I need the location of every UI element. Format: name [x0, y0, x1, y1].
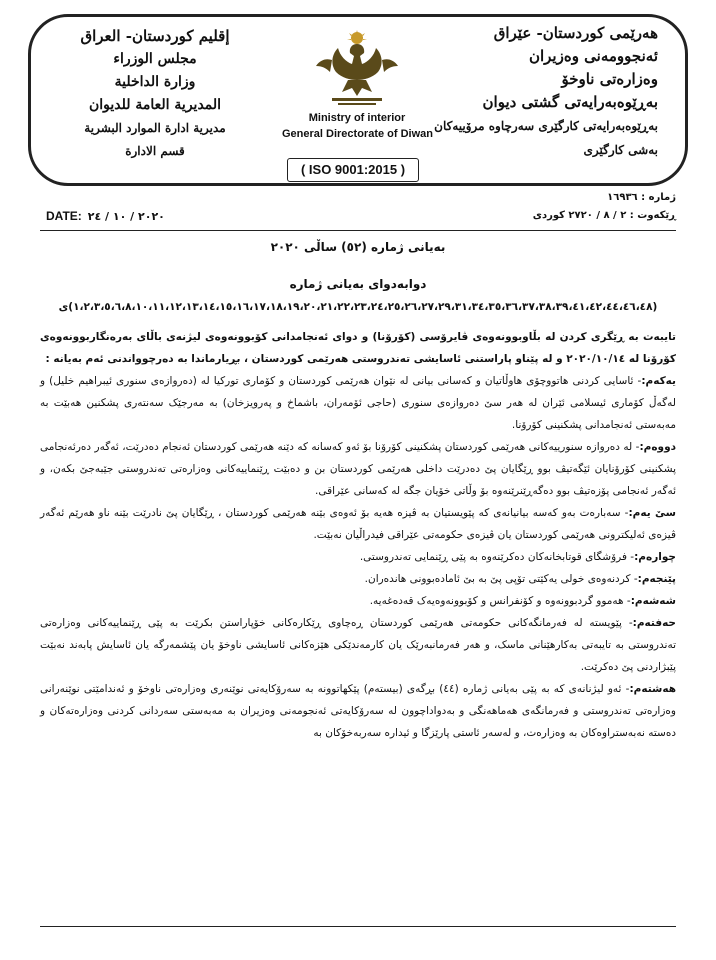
item-text: - سەبارەت بەو کەسە بیانیانەی کە پێویستیان بە ڤیزە هەیە بۆ ئەوەی بێنە هەرێمی کوردستان ، ڕێگایان پێ نادرێت بێنە ناو هەرێم ئەگەر ڤیزەی ئەلیکترونی هەرێمی کوردستان یان ڤیزەی حکومەتی عێراقی فیدراڵیان نەبێت. — [40, 507, 676, 541]
item-label: یەکەم: — [641, 375, 676, 387]
number-value: ١٦٩٣٦ — [607, 192, 638, 203]
item-label: دووەم: — [639, 441, 676, 453]
item-text: - ئاسایی کردنی هاتووچۆی هاوڵاتیان و کەسانی بیانی لە نێوان هەرێمی کوردستان و کۆماری تورکیا لە (دەروازەی سنوری ئیبراهیم خلیل) و لەگەڵ کۆماری ئیسلامی ئێران لە هەر سێ دەروازەی سنوری (حاجی ئۆمەران، باشماخ و پەرویزخان) بە مەرجێک سەنتەری پشکنین هەبێت بە مەبەستی ئەنجامدانی پشکنینی کۆرۆنا. — [40, 375, 676, 431]
item-label: چوارەم: — [634, 551, 676, 563]
kurdish-council-line: ئەنجوومەنی وەزیران — [528, 47, 658, 65]
referenced-statement-numbers: (١،٢،٣،٥،٦،٨،١٠،١١،١٢،١٣،١٤،١٥،١٦،١٧،١٨،١٩،٢٠،٢١،٢٢،٢٣،٢٤،٢٥،٢٦،٢٧،٢٩،٣١،٣٤،٣٥،٣٦،٣٧،٣٨،٣٩،٤١،٤٢،٤٤،٤٦،٤٨)ی — [58, 301, 658, 313]
kurdish-region-line: هەرێمی کوردستان- عێراق — [493, 24, 658, 42]
iso-badge: ( ISO 9001:2015 ) — [287, 158, 419, 182]
english-ministry-line: Ministry of interior — [308, 112, 406, 124]
kurdistan-eagle-emblem-icon — [302, 30, 412, 110]
statement-body — [40, 326, 676, 744]
date-value: ٢ / ٨ / ٢٧٢٠ کوردی — [532, 210, 627, 221]
item-4 — [40, 546, 676, 568]
letterhead-center — [282, 30, 432, 142]
item-text: - پێویستە لە فەرمانگەکانی حکومەتی هەرێمی کوردستان ڕەچاوی ڕێکارەکانی خۆپاراستن بکرێت بە پێی ڕێنماییەکانی وەزارەتی تەندروستی بە تایبەتی بەکارهێنانی ماسک، و هەر فەرمانبەرێک یان کارمەندێکی هێزەکانی ئاسایشی ناوخۆ یان پێشمەرگە یان ئاسایش پابەند نەبێت پێبژاردنی پێ دەکرێت. — [40, 617, 676, 673]
arabic-department-line: قسم الادارة — [125, 144, 185, 158]
arabic-council-line: مجلس الوزراء — [113, 51, 197, 67]
item-text: - هەموو گردبوونەوە و کۆنفرانس و کۆبوونەوەیەک قەدەغەیە. — [369, 595, 631, 607]
date-en-label: DATE: — [46, 209, 82, 223]
letterhead-arabic — [70, 24, 240, 163]
document-number — [607, 192, 676, 203]
item-2 — [40, 436, 676, 502]
english-directorate-line: General Directorate of Diwan — [282, 128, 433, 140]
item-7 — [40, 612, 676, 678]
footer-divider — [40, 926, 676, 927]
number-label: ژمارە : — [641, 192, 676, 203]
item-text: - فرۆشگای قوتابخانەکان دەکرێنەوە بە پێی ڕێنمایی تەندروستی. — [359, 551, 635, 563]
arabic-hr-line: مديرية ادارة الموارد البشرية — [84, 121, 226, 135]
item-text: - لە دەروازە سنورییەکانی هەرێمی کوردستان پشکنینی کۆرۆنا بۆ ئەو کەسانە کە دێنە هەرێمی کوردستان ئەنجام دەدرێت، ئەگەر دەرئەنجامی پشکنینی کۆرۆنایان ئێگەتیڤ بوو ڕێگایان پێ دەدرێت داخلی هەرێمی کوردستان بن و دەبێت ڕێنماییەکانی وەزارەتی تەندروستی جێبەجێ بکەن، و ئەگەر ئەنجامی پۆزەتیڤ بوو دەگەڕێنرێنەوە بۆ وڵاتی خۆیان جگە لە کەسانی عێراقی. — [40, 441, 676, 497]
item-text: - ئەو لیژنانەی کە بە پێی بەیانی ژمارە (٤٤) بڕگەی (بیستەم) پێکهاتوونە بە سەرۆکایەتی نوێنەری وەزارەتی ناوخۆ و ئەندامێتی نوێنەرانی وەزارەتی تەندروستی و فەرمانگەی هەماهەنگی و بەدواداچوون لە سەرۆکایەتی ئەنجومەنی وەزیران بە مەبەستی سەردانی کردنی وەزارەتەکان و دەستە نەبەستراوەکان بە وەزارەت، و لەسەر ئاستی پارێزگا و ئیدارە سەربەخۆکان بە — [40, 683, 676, 739]
date-label: ڕێکەوت : — [629, 210, 676, 221]
arabic-directorate-line: المديرية العامة للديوان — [88, 97, 222, 113]
item-text: - کردنەوەی خولی یەکێتی تۆپی پێ بە بێ ئامادەبوونی هاندەران. — [364, 573, 638, 585]
item-label: هەشتەم: — [629, 683, 676, 695]
statement-title: بەیانی ژمارە (٥٢) ساڵی ٢٠٢٠ — [270, 240, 446, 254]
item-label: سێ یەم: — [628, 507, 677, 519]
item-label: پێنجەم: — [637, 573, 676, 585]
arabic-region-line: إقليم كوردستان- العراق — [80, 27, 230, 45]
kurdish-department-line: بەشی کارگێری — [583, 143, 658, 157]
header-divider — [40, 230, 676, 231]
kurdish-ministry-line: وەزارەتی ناوخۆ — [561, 70, 658, 88]
item-label: حەفتەم: — [632, 617, 676, 629]
letterhead-kurdish — [428, 22, 658, 162]
item-8 — [40, 678, 676, 744]
statement-subtitle: دوابەدوای بەیانی ژمارە — [289, 277, 427, 291]
item-5 — [40, 568, 676, 590]
item-6 — [40, 590, 676, 612]
statement-intro: تایبەت بە ڕێگری کردن لە بڵاوبوونەوەی ڤایرۆسی (کۆرۆنا) و دوای ئەنجامدانی کۆبوونەوەی لیژنەی باڵای بەرەنگاربوونەوەی کۆرۆنا لە ٢٠٢٠/١٠/١٤ و لە پێناو پاراستنی ئاسایشی تەندروستی هەرێمی کوردستان ، بڕیارماندا بە دەرچوواندنی ئەم بەیانە : — [40, 331, 676, 365]
item-label: شەشەم: — [630, 595, 676, 607]
kurdish-hr-line: بەڕێوەبەرایەتی کارگێری سەرچاوە مرۆییەکان — [434, 119, 658, 133]
document-date-kurdish — [533, 210, 676, 221]
item-3 — [40, 502, 676, 546]
document-date-english — [46, 209, 165, 223]
date-en-value: ٢٠٢٠ / ١٠ / ٢٤ — [87, 210, 165, 223]
item-1 — [40, 370, 676, 436]
kurdish-directorate-line: بەڕێوەبەرایەتی گشتی دیوان — [482, 93, 658, 111]
arabic-ministry-line: وزارة الداخلية — [114, 74, 196, 90]
